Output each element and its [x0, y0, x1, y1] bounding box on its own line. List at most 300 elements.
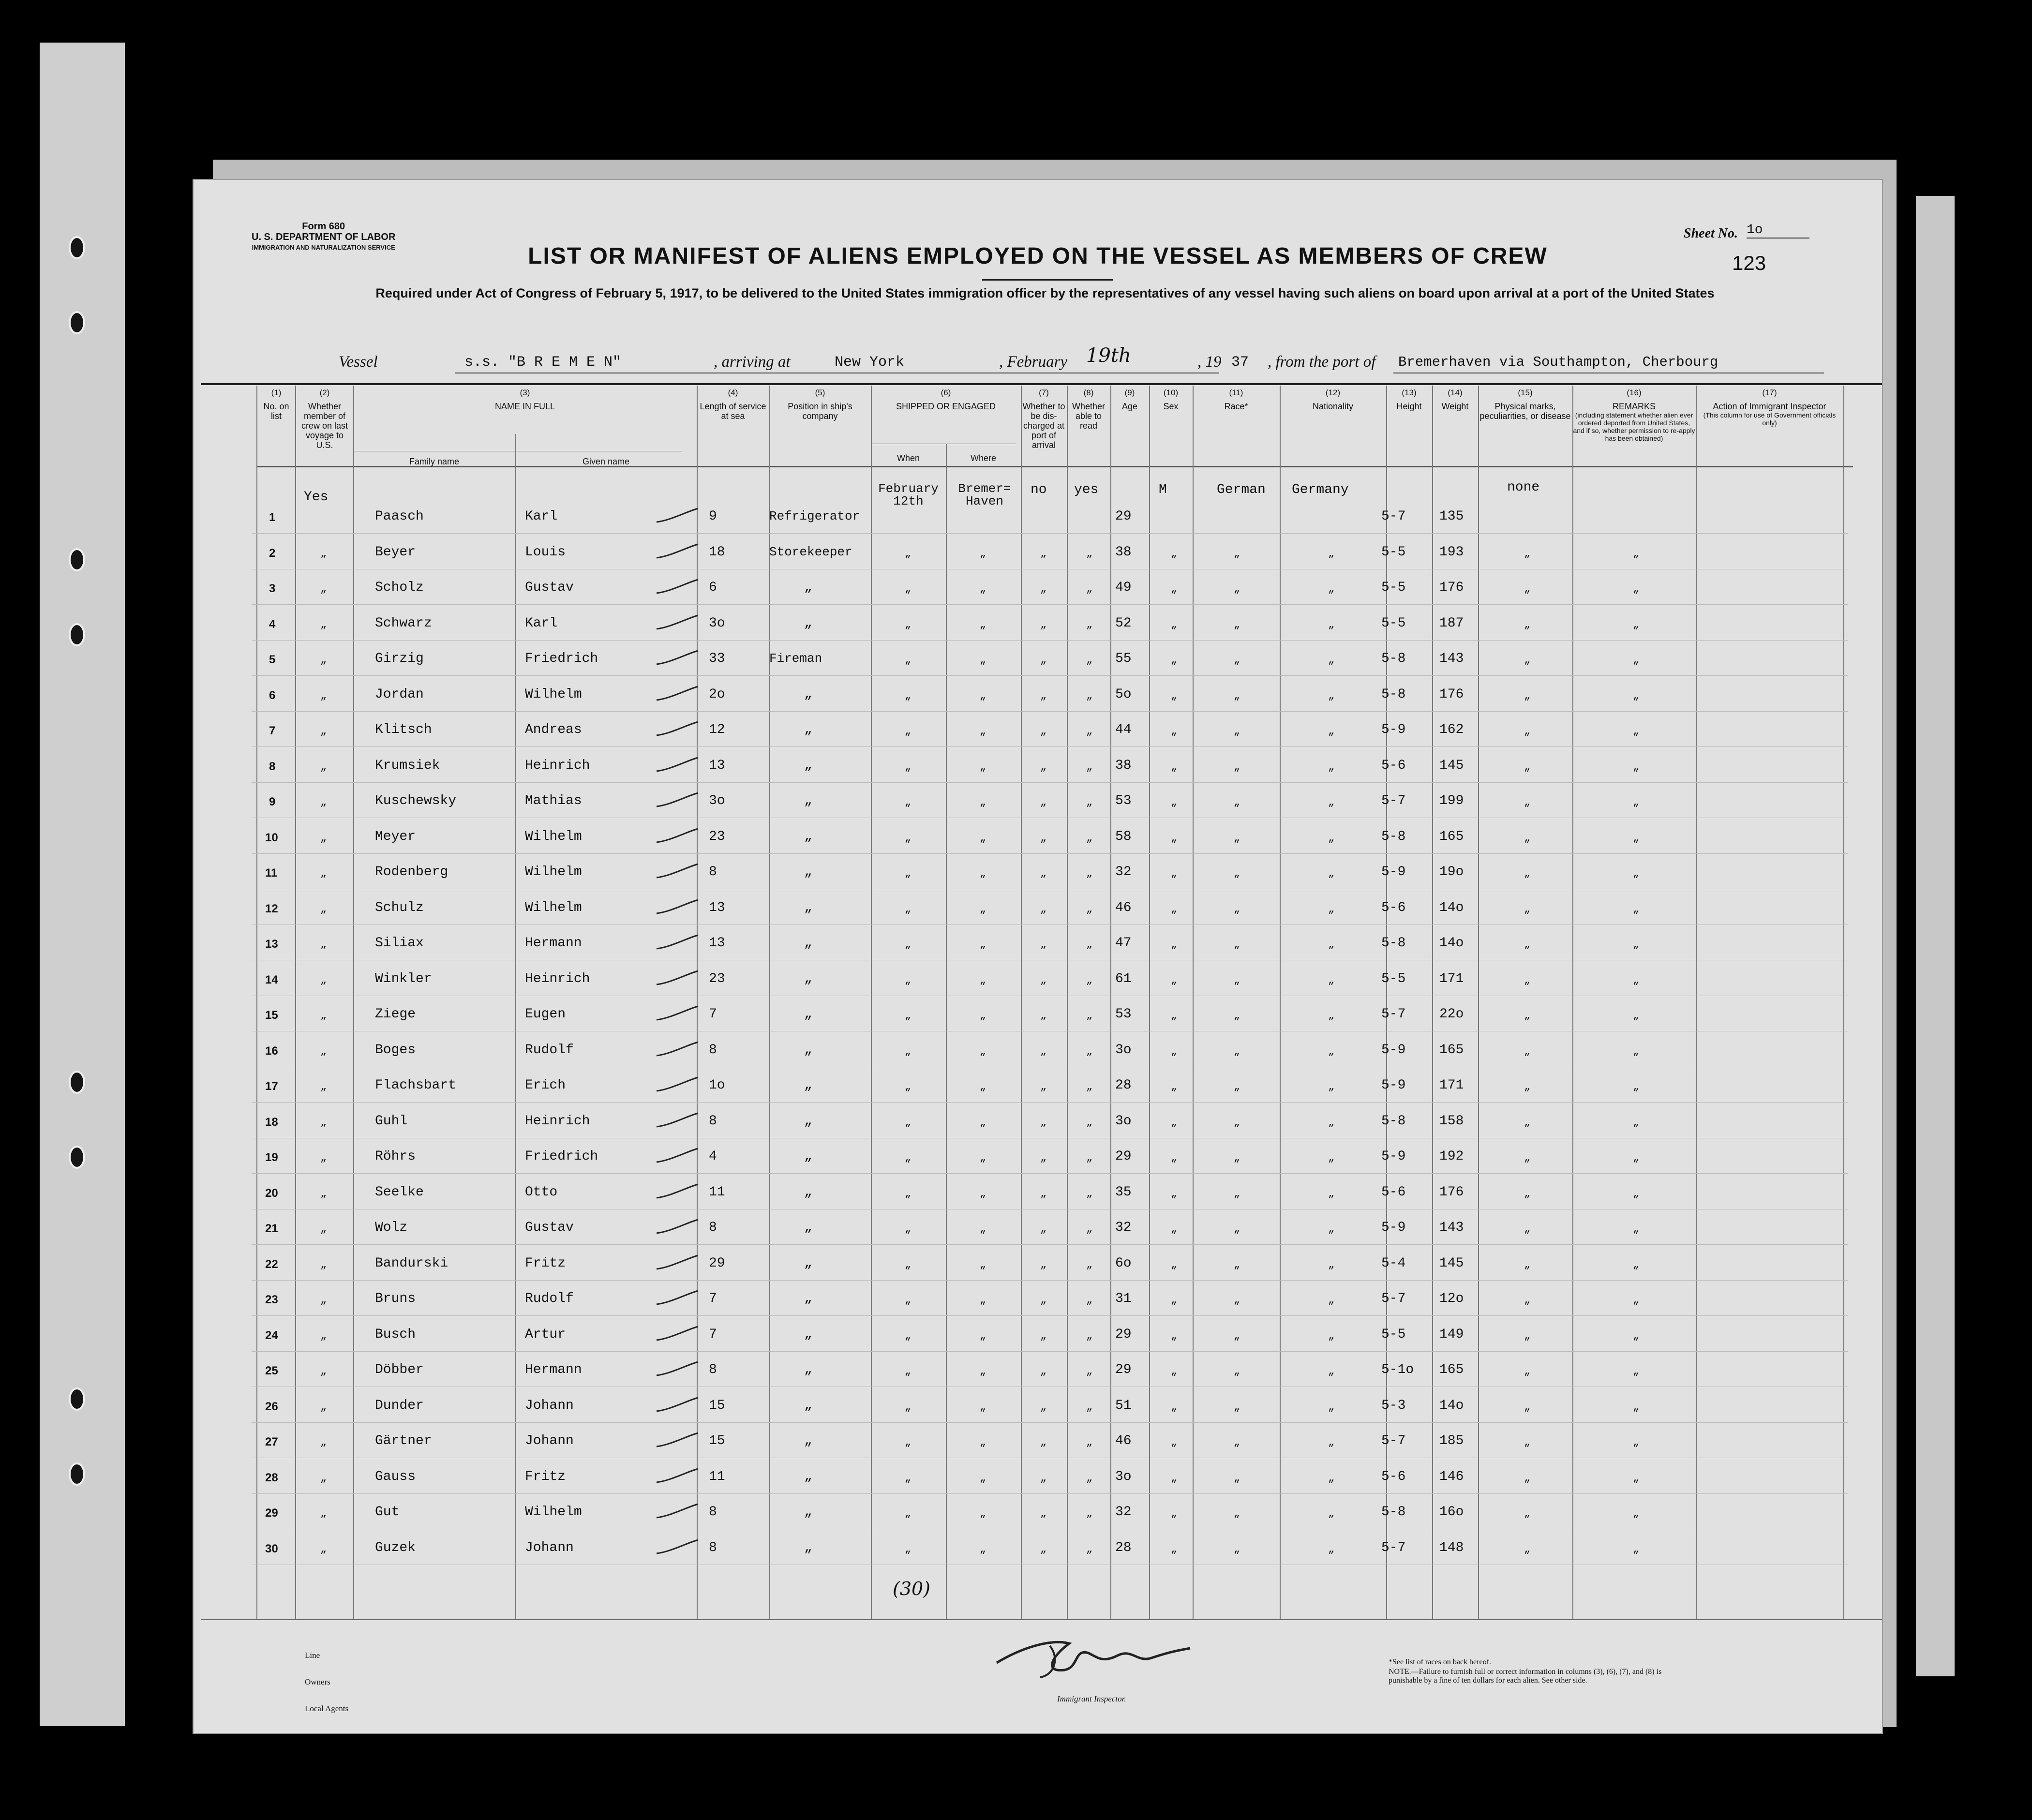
ditto-last-voyage: „: [320, 939, 327, 951]
ditto-nationality: „: [1328, 1329, 1335, 1342]
row-service: 29: [709, 1255, 725, 1271]
ditto-discharged: „: [1040, 1187, 1047, 1200]
ditto-remarks: „: [1633, 974, 1640, 986]
ditto-nationality: „: [1328, 725, 1335, 737]
col-16-header: (16) REMARKS (including statement whether alien ever ordered deported from United States, and if so, whether permission to re-apply has been obtained): [1573, 388, 1695, 442]
ditto-physical-marks: „: [1524, 761, 1531, 773]
row-given: Heinrich: [525, 971, 590, 986]
row-family: Klitsch: [375, 722, 432, 737]
row-weight: 171: [1439, 971, 1464, 986]
service-check-mark: [656, 720, 699, 739]
row-position: „: [804, 1469, 812, 1484]
service-check-mark: [656, 969, 699, 988]
row-given: Louis: [525, 544, 566, 560]
row-service: 18: [709, 544, 725, 560]
ditto-sex: „: [1171, 1472, 1178, 1484]
row-position: „: [804, 1007, 812, 1022]
row-weight: 192: [1439, 1149, 1464, 1164]
ditto-discharged: „: [1040, 583, 1047, 595]
row-weight: 165: [1439, 829, 1464, 844]
ditto-race: „: [1234, 1152, 1240, 1164]
ditto-shipped-when: „: [905, 689, 911, 702]
row-no: 9: [269, 795, 276, 808]
ditto-remarks: „: [1633, 547, 1640, 560]
ditto-remarks: „: [1633, 939, 1640, 951]
ditto-able-to-read: „: [1086, 939, 1093, 951]
row-weight: 158: [1439, 1113, 1464, 1129]
row-given: Friedrich: [525, 1149, 598, 1164]
ditto-discharged: „: [1040, 1081, 1047, 1093]
ditto-shipped-when: „: [905, 547, 911, 560]
row-family: Seelke: [375, 1184, 424, 1200]
ditto-race: „: [1234, 689, 1240, 702]
row-position: „: [804, 1255, 812, 1271]
row-given: Erich: [525, 1078, 566, 1093]
ditto-shipped-when: „: [905, 583, 911, 595]
ditto-physical-marks: „: [1524, 1258, 1531, 1271]
row-no: 20: [265, 1186, 278, 1200]
row-no: 1: [269, 511, 276, 524]
col-6-when-header: When: [896, 453, 920, 463]
binder-hole: [69, 623, 85, 646]
row-service: 23: [709, 829, 725, 844]
row-height: 5-6: [1381, 1184, 1406, 1200]
row-age: 46: [1115, 900, 1132, 915]
row-height: 5-8: [1381, 1113, 1406, 1129]
ditto-physical-marks: „: [1524, 796, 1531, 808]
row-no: 29: [265, 1507, 278, 1520]
ditto-last-voyage: „: [320, 903, 327, 915]
ditto-last-voyage: „: [320, 654, 327, 666]
ditto-remarks: „: [1633, 796, 1640, 808]
service-check-mark: [656, 1182, 699, 1202]
service-check-mark: [656, 1396, 699, 1415]
row-height: 5-7: [1381, 793, 1406, 808]
ditto-shipped-when: „: [905, 974, 911, 986]
ditto-sex: „: [1171, 1010, 1178, 1022]
from-port-label: , from the port of: [1268, 353, 1376, 371]
ditto-discharged: „: [1040, 1365, 1047, 1377]
row-service: 11: [709, 1469, 725, 1484]
row-service: 1o: [709, 1078, 725, 1093]
row-given: Gustav: [525, 1220, 574, 1235]
row-height: 5-9: [1381, 865, 1406, 880]
col-14-header: (14) Weight: [1441, 388, 1469, 411]
ditto-race: „: [1234, 796, 1240, 808]
ditto-able-to-read: „: [1086, 1187, 1093, 1200]
row-service: 8: [709, 1540, 717, 1555]
ditto-race: „: [1234, 1116, 1240, 1129]
row-no: 18: [265, 1115, 278, 1129]
arriving-label: , arriving at: [714, 353, 791, 371]
row-position: „: [804, 936, 812, 951]
row-height: 5-7: [1381, 1007, 1406, 1022]
row-no: 21: [265, 1222, 278, 1235]
ditto-last-voyage: „: [320, 1329, 327, 1342]
ditto-sex: „: [1171, 1081, 1178, 1093]
ditto-shipped-where: „: [980, 689, 986, 702]
row-family: Flachsbart: [375, 1078, 457, 1093]
row-given: Gustav: [525, 580, 574, 595]
row-position: „: [804, 865, 812, 880]
row-position: „: [804, 1184, 812, 1200]
row-position: „: [804, 1362, 812, 1377]
ditto-last-voyage: „: [320, 1472, 327, 1484]
col-3-header: (3) NAME IN FULL: [494, 388, 555, 411]
sex-value: M: [1159, 482, 1167, 497]
ditto-race: „: [1234, 974, 1240, 986]
row-weight: 187: [1439, 615, 1464, 631]
ditto-remarks: „: [1633, 1436, 1640, 1448]
row-family: Gut: [375, 1505, 400, 1520]
row-service: 7: [709, 1291, 717, 1306]
row-position: Fireman: [769, 651, 822, 666]
row-given: Wilhelm: [525, 829, 582, 844]
row-height: 5-5: [1381, 544, 1406, 560]
ditto-remarks: „: [1633, 1365, 1640, 1377]
row-age: 3o: [1115, 1469, 1132, 1484]
ditto-sex: „: [1171, 547, 1178, 560]
service-check-mark: [656, 578, 699, 597]
ditto-remarks: „: [1633, 1152, 1640, 1164]
row-service: 8: [709, 1220, 717, 1235]
row-given: Mathias: [525, 793, 582, 808]
ditto-physical-marks: „: [1524, 1187, 1531, 1200]
ditto-able-to-read: „: [1086, 654, 1093, 666]
ditto-shipped-when: „: [905, 832, 911, 844]
col-13-header: (13) Height: [1396, 388, 1422, 411]
row-weight: 143: [1439, 651, 1464, 666]
ditto-sex: „: [1171, 867, 1178, 880]
ditto-shipped-when: „: [905, 1472, 911, 1484]
row-no: 6: [269, 688, 276, 702]
able-to-read-value: yes: [1074, 482, 1099, 497]
row-age: 38: [1115, 758, 1132, 773]
row-family: Siliax: [375, 936, 424, 951]
inspector-label: Immigrant Inspector.: [1057, 1694, 1126, 1703]
col-8-header: (8) Whether able to read: [1072, 388, 1106, 431]
race-value: German: [1217, 482, 1266, 497]
ditto-shipped-when: „: [905, 1116, 911, 1129]
row-position: „: [804, 1540, 812, 1555]
ditto-shipped-when: „: [905, 1436, 911, 1448]
ditto-nationality: „: [1328, 1436, 1335, 1448]
col-3-given-header: Given name: [582, 457, 630, 466]
ditto-physical-marks: „: [1524, 547, 1531, 560]
ditto-race: „: [1234, 761, 1240, 773]
ditto-race: „: [1234, 618, 1240, 631]
ditto-able-to-read: „: [1086, 583, 1093, 595]
ditto-shipped-when: „: [905, 1081, 911, 1093]
ditto-shipped-where: „: [980, 1401, 986, 1413]
row-family: Bandurski: [375, 1255, 448, 1271]
row-height: 5-9: [1381, 1149, 1406, 1164]
col-4-header: (4) Length of service at sea: [700, 388, 766, 421]
ditto-shipped-where: „: [980, 761, 986, 773]
ditto-able-to-read: „: [1086, 689, 1093, 702]
ditto-last-voyage: „: [320, 1507, 327, 1520]
ditto-shipped-when: „: [905, 903, 911, 915]
row-no: 15: [265, 1009, 278, 1022]
ditto-physical-marks: „: [1524, 1081, 1531, 1093]
vessel-label: Vessel: [339, 353, 378, 371]
row-no: 8: [269, 760, 276, 773]
service-check-mark: [656, 1111, 699, 1131]
title-rule: [982, 279, 1113, 281]
row-service: 6: [709, 580, 717, 595]
row-height: 5-7: [1381, 509, 1406, 524]
ditto-physical-marks: „: [1524, 939, 1531, 951]
service-check-mark: [656, 1538, 699, 1557]
ditto-discharged: „: [1040, 903, 1047, 915]
row-service: 7: [709, 1327, 717, 1342]
row-age: 29: [1115, 1362, 1132, 1377]
row-height: 5-9: [1381, 722, 1406, 737]
service-check-mark: [656, 507, 699, 526]
row-service: 33: [709, 651, 725, 666]
row-position: „: [804, 1042, 812, 1058]
ditto-discharged: „: [1040, 796, 1047, 808]
row-rule: [252, 533, 1848, 534]
ditto-shipped-when: „: [905, 1543, 911, 1555]
ditto-discharged: „: [1040, 547, 1047, 560]
row-service: 11: [709, 1184, 725, 1200]
ditto-nationality: „: [1328, 654, 1335, 666]
ditto-able-to-read: „: [1086, 1152, 1093, 1164]
ditto-physical-marks: „: [1524, 1223, 1531, 1235]
row-age: 29: [1115, 1327, 1132, 1342]
ditto-physical-marks: „: [1524, 725, 1531, 737]
ditto-shipped-when: „: [905, 1223, 911, 1235]
ditto-nationality: „: [1328, 583, 1335, 595]
row-position: „: [804, 971, 812, 986]
ditto-able-to-read: „: [1086, 1258, 1093, 1271]
row-service: 15: [709, 1433, 725, 1448]
row-rule: [252, 640, 1848, 641]
sheet-number-label: Sheet No.: [1684, 226, 1738, 241]
ditto-last-voyage: „: [320, 796, 327, 808]
ditto-sex: „: [1171, 796, 1178, 808]
ditto-nationality: „: [1328, 1258, 1335, 1271]
ditto-able-to-read: „: [1086, 1223, 1093, 1235]
ditto-nationality: „: [1328, 1010, 1335, 1022]
ditto-physical-marks: „: [1524, 1116, 1531, 1129]
page-title: LIST OR MANIFEST OF ALIENS EMPLOYED ON THE VESSEL AS MEMBERS OF CREW: [528, 243, 1548, 269]
row-family: Girzig: [375, 651, 424, 666]
service-check-mark: [656, 1467, 699, 1486]
ditto-race: „: [1234, 867, 1240, 880]
row-given: Eugen: [525, 1007, 566, 1022]
ditto-remarks: „: [1633, 1045, 1640, 1058]
row-weight: 135: [1439, 509, 1464, 524]
ditto-physical-marks: „: [1524, 689, 1531, 702]
row-no: 7: [269, 724, 276, 737]
ditto-able-to-read: „: [1086, 1010, 1093, 1022]
ditto-able-to-read: „: [1086, 1294, 1093, 1306]
row-no: 11: [265, 866, 278, 880]
row-weight: 165: [1439, 1042, 1464, 1058]
row-weight: 165: [1439, 1362, 1464, 1377]
row-rule: [252, 853, 1848, 854]
service-check-mark: [656, 1040, 699, 1059]
row-given: Heinrich: [525, 1113, 590, 1129]
row-family: Busch: [375, 1327, 416, 1342]
row-weight: 176: [1439, 1184, 1464, 1200]
ditto-nationality: „: [1328, 974, 1335, 986]
ditto-remarks: „: [1633, 1543, 1640, 1555]
ditto-remarks: „: [1633, 1223, 1640, 1235]
row-given: Friedrich: [525, 651, 598, 666]
ditto-race: „: [1234, 939, 1240, 951]
row-weight: 146: [1439, 1469, 1464, 1484]
row-height: 5-6: [1381, 758, 1406, 773]
row-age: 49: [1115, 580, 1132, 595]
ditto-remarks: „: [1633, 1507, 1640, 1520]
ditto-discharged: „: [1040, 1116, 1047, 1129]
col-17-header: (17) Action of Immigrant Inspector (This column for use of Government officials only): [1703, 388, 1836, 427]
row-weight: 199: [1439, 793, 1464, 808]
row-family: Boges: [375, 1042, 416, 1058]
ditto-race: „: [1234, 1258, 1240, 1271]
ditto-sex: „: [1171, 1543, 1178, 1555]
row-given: Karl: [525, 615, 558, 631]
ditto-nationality: „: [1328, 1294, 1335, 1306]
ditto-shipped-where: „: [980, 867, 986, 880]
col-3-family-header: Family name: [409, 457, 460, 466]
row-given: Johann: [525, 1540, 574, 1555]
col-10-header: (10) Sex: [1163, 388, 1179, 411]
row-service: 4: [709, 1149, 717, 1164]
ditto-nationality: „: [1328, 1223, 1335, 1235]
ditto-nationality: „: [1328, 1152, 1335, 1164]
ditto-remarks: „: [1633, 1472, 1640, 1484]
row-position: „: [804, 1220, 812, 1235]
row-given: Karl: [525, 509, 558, 524]
ditto-sex: „: [1171, 689, 1178, 702]
ditto-shipped-where: „: [980, 1258, 986, 1271]
row-position: „: [804, 793, 812, 808]
ditto-discharged: „: [1040, 1010, 1047, 1022]
shipped-when: February 12th: [878, 481, 939, 508]
page-subtitle: Required under Act of Congress of February 5, 1917, to be delivered to the United States immigration officer by the representatives of any vessel having such aliens on board upon arrival at a port of the United States: [375, 286, 1715, 300]
col-6-where-header: Where: [970, 453, 996, 463]
ditto-shipped-where: „: [980, 1116, 986, 1129]
ditto-able-to-read: „: [1086, 974, 1093, 986]
row-age: 6o: [1115, 1255, 1132, 1271]
binder-strip: [40, 43, 125, 1726]
row-position: „: [804, 722, 812, 737]
ditto-remarks: „: [1633, 1010, 1640, 1022]
inspector-signature: [992, 1629, 1200, 1682]
ditto-discharged: „: [1040, 867, 1047, 880]
ditto-discharged: „: [1040, 974, 1047, 986]
row-given: Johann: [525, 1433, 574, 1448]
ditto-shipped-when: „: [905, 618, 911, 631]
arrival-month: , February: [999, 353, 1068, 371]
ditto-last-voyage: „: [320, 867, 327, 880]
row-weight: 16o: [1439, 1505, 1464, 1520]
ditto-remarks: „: [1633, 689, 1640, 702]
row-no: 2: [269, 546, 276, 560]
ditto-sex: „: [1171, 832, 1178, 844]
ditto-physical-marks: „: [1524, 583, 1531, 595]
ditto-nationality: „: [1328, 1116, 1335, 1129]
ditto-nationality: „: [1328, 796, 1335, 808]
row-position: „: [804, 1113, 812, 1129]
column-headers: [194, 386, 1882, 494]
ditto-shipped-when: „: [905, 939, 911, 951]
row-age: 5o: [1115, 686, 1132, 702]
row-weight: 145: [1439, 758, 1464, 773]
ditto-shipped-when: „: [905, 725, 911, 737]
row-position: „: [804, 1433, 812, 1448]
row-weight: 145: [1439, 1255, 1464, 1271]
ditto-nationality: „: [1328, 867, 1335, 880]
ditto-race: „: [1234, 1472, 1240, 1484]
row-no: 25: [265, 1364, 278, 1377]
ditto-remarks: „: [1633, 903, 1640, 915]
ditto-nationality: „: [1328, 1045, 1335, 1058]
ditto-sex: „: [1171, 903, 1178, 915]
row-height: 5-5: [1381, 615, 1406, 631]
arrival-port: New York: [835, 354, 905, 371]
row-age: 35: [1115, 1184, 1132, 1200]
row-family: Beyer: [375, 544, 416, 560]
row-no: 17: [265, 1080, 278, 1093]
row-rule: [252, 1493, 1848, 1494]
ditto-remarks: „: [1633, 583, 1640, 595]
service-check-mark: [656, 1253, 699, 1273]
service-check-mark: [656, 1502, 699, 1522]
row-position: „: [804, 758, 812, 773]
ditto-able-to-read: „: [1086, 1507, 1093, 1520]
row-weight: 19o: [1439, 865, 1464, 880]
row-no: 10: [265, 831, 278, 844]
ditto-last-voyage: „: [320, 1045, 327, 1058]
ditto-remarks: „: [1633, 1081, 1640, 1093]
row-family: Bruns: [375, 1291, 416, 1306]
ditto-shipped-where: „: [980, 1045, 986, 1058]
row-service: 15: [709, 1398, 725, 1413]
ditto-shipped-when: „: [905, 1507, 911, 1520]
row-weight: 14o: [1439, 936, 1464, 951]
row-given: Wilhelm: [525, 686, 582, 702]
row-age: 52: [1115, 615, 1132, 631]
row-no: 28: [265, 1471, 278, 1484]
ditto-race: „: [1234, 1543, 1240, 1555]
row-no: 12: [265, 902, 278, 915]
row-position: „: [804, 615, 812, 631]
row-height: 5-6: [1381, 1469, 1406, 1484]
binder-hole: [69, 311, 85, 334]
service-check-mark: [656, 613, 699, 633]
race-footnote: *See list of races on back hereof.: [1389, 1658, 1491, 1666]
ditto-shipped-when: „: [905, 1365, 911, 1377]
row-given: Rudolf: [525, 1291, 574, 1306]
row-weight: 14o: [1439, 1398, 1464, 1413]
ditto-last-voyage: „: [320, 1294, 327, 1306]
form-number: Form 680: [302, 221, 345, 232]
row-position: Refrigerator: [769, 509, 860, 523]
row-position: „: [804, 1327, 812, 1342]
row-age: 3o: [1115, 1113, 1132, 1129]
row-age: 28: [1115, 1540, 1132, 1555]
physical-marks-value: none: [1507, 480, 1540, 495]
ditto-shipped-where: „: [980, 1010, 986, 1022]
row-family: Rodenberg: [375, 865, 448, 880]
row-age: 31: [1115, 1291, 1132, 1306]
row-position: „: [804, 900, 812, 915]
